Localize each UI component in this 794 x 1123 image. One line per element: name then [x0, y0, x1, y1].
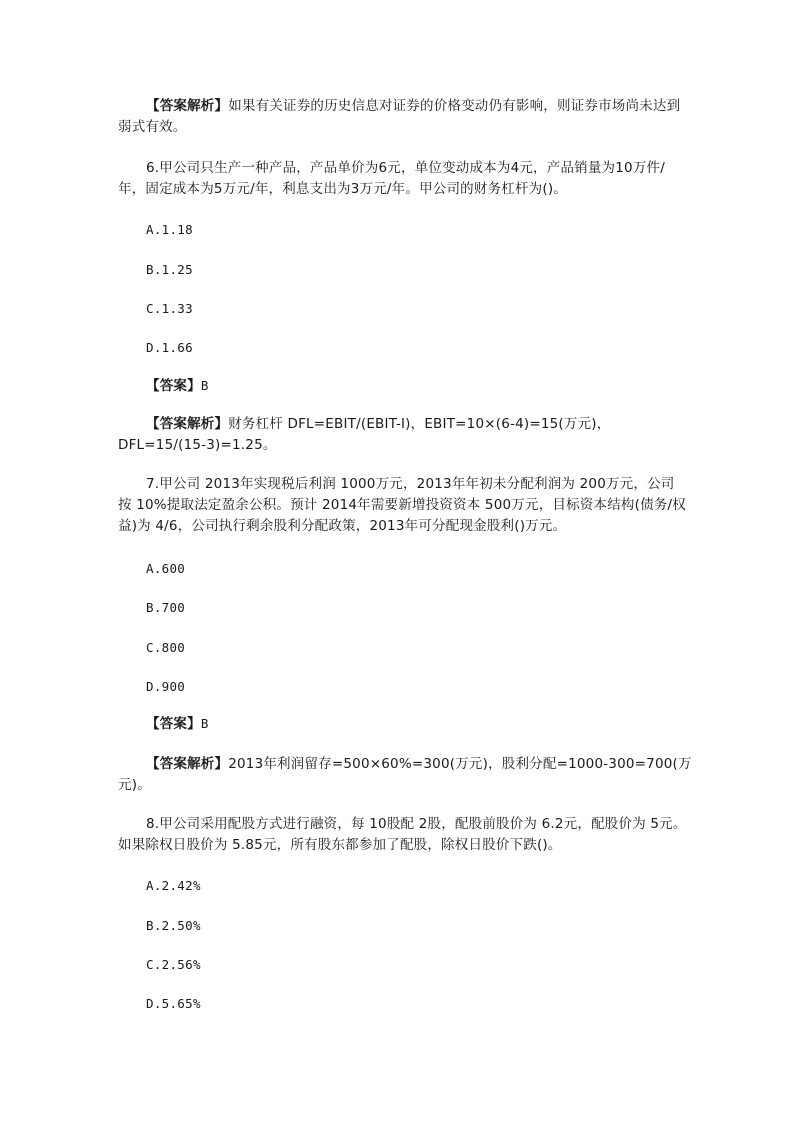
question-6-text: 6.甲公司只生产一种产品，产品单价为6元，单位变动成本为4元，产品销量为10万件/年，固定成本为5万元/年，利息支出为3万元/年。甲公司的财务杠杆为()。 — [118, 160, 665, 197]
q6-option-d: D.1.66 — [146, 340, 193, 355]
q7-option-c: C.800 — [146, 640, 186, 655]
q6-option-a: A.1.18 — [146, 222, 193, 237]
question-7-text: 7.甲公司 2013年实现税后利润 1000万元，2013年年初未分配利润为 200万元，公司按 10%提取法定盈余公积。预计 2014年需要新增投资资本 500万元，目标资本结构(债务/权益)为 4/6，公司执行剩余股利分配政策，2013年可分配现金股利()万元。 — [118, 476, 686, 534]
analysis-label: 【答案解析】 — [146, 756, 229, 772]
q7-analysis — [118, 754, 708, 796]
answer-label: 【答案】 — [146, 716, 201, 732]
q8-option-d: D.5.65% — [146, 996, 201, 1011]
analysis-label: 【答案解析】 — [146, 416, 229, 432]
q8-option-a: A.2.42% — [146, 878, 201, 893]
q7-option-a: A.600 — [146, 561, 186, 576]
q6-option-c: C.1.33 — [146, 301, 193, 316]
answer-label: 【答案】 — [146, 378, 201, 394]
q6-answer — [118, 375, 688, 397]
q7-option-b: B.700 — [146, 600, 186, 615]
q8-option-b: B.2.50% — [146, 918, 201, 933]
question-8-text: 8.甲公司采用配股方式进行融资，每 10股配 2股，配股前股价为 6.2元，配股价为 5元。如果除权日股价为 5.85元，所有股东都参加了配股，除权日股价下跌()。 — [118, 816, 687, 853]
q6-analysis — [118, 414, 688, 456]
q8-option-c: C.2.56% — [146, 957, 201, 972]
q7-option-d: D.900 — [146, 679, 186, 694]
analysis-text: 2013年利润留存=500×60%=300(万元)，股利分配=1000-300=700(万元)。 — [118, 756, 692, 793]
analysis-text: 财务杠杆 DFL=EBIT/(EBIT-I)，EBIT=10×(6-4)=15(万元)，DFL=15/(15-3)=1.25。 — [118, 416, 611, 453]
q7-answer — [118, 713, 688, 735]
answer-value: B — [200, 378, 209, 393]
answer-value: B — [200, 716, 209, 731]
analysis-text: 如果有关证券的历史信息对证券的价格变动仍有影响，则证券市场尚未达到弱式有效。 — [118, 98, 681, 135]
q6-option-b: B.1.25 — [146, 262, 193, 277]
analysis-label: 【答案解析】 — [146, 98, 229, 114]
analysis-paragraph-intro — [118, 96, 688, 138]
